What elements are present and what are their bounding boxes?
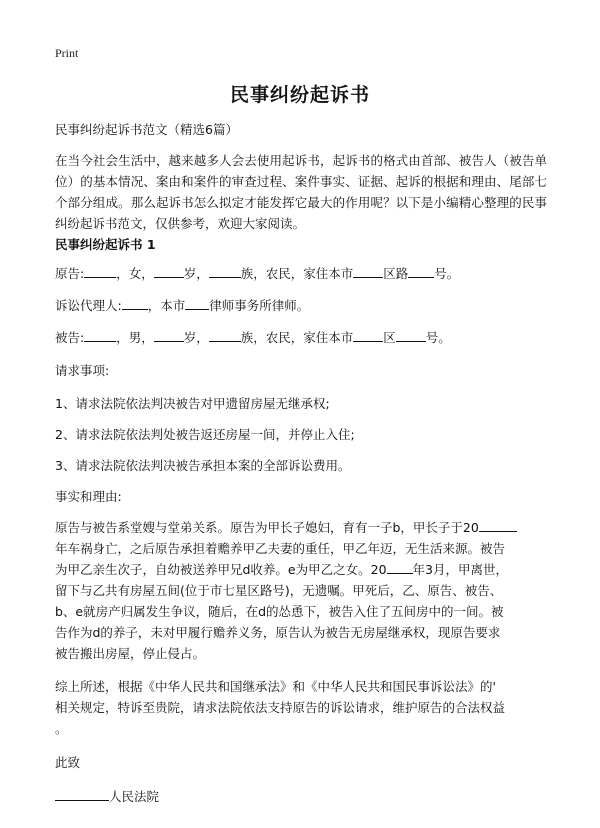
facts-line: [55, 517, 545, 538]
facts-line: b、e就房产归属发生争议，随后，在d的怂恿下，被告入住了五间房中的一间。被: [55, 604, 504, 619]
defendant-line: [55, 327, 545, 348]
defendant-number-suffix: 号。: [425, 330, 451, 345]
blank: [387, 559, 413, 574]
closing-salutation: 此致: [55, 755, 81, 770]
claim-item: 1、请求法院依法判决被告对甲遗留房屋无继承权;: [55, 396, 330, 411]
blank: [122, 295, 148, 310]
blank: [209, 327, 241, 342]
defendant-district-suffix: 区: [383, 330, 396, 345]
plaintiff-age-suffix: 岁，: [183, 266, 209, 281]
defendant-gender: ，男，: [116, 330, 154, 345]
plaintiff-district-suffix: 区路: [383, 266, 409, 281]
plaintiff-ethnic-suffix: 族，农民，家住本市: [240, 266, 354, 281]
blank: [353, 327, 383, 342]
plaintiff-label: 原告:: [55, 266, 85, 281]
blank: [84, 327, 116, 342]
defendant-age-suffix: 岁，: [183, 330, 209, 345]
section-heading: 民事纠纷起诉书 1: [55, 237, 156, 252]
agent-city: ，本市: [147, 298, 186, 313]
blank: [154, 327, 184, 342]
print-link[interactable]: Print: [55, 46, 79, 60]
blank: [154, 263, 184, 278]
facts-line-text: 年3月，甲离世，: [412, 562, 509, 577]
intro-paragraph: 在当今社会生活中，越来越多人会去使用起诉书，起诉书的格式由首部、被告人（被告单位）的基本情况、案由和案件的审查过程、案件事实、证据、起诉的根据和理由、尾部七个部分组成。那么起诉书怎么拟定才能发挥它最大的作用呢？以下是小编精心整理的民事纠纷起诉书范文，仅供参考，欢迎大家阅读。: [55, 153, 547, 231]
facts-line: 留下与乙共有房屋五间(位于市七星区路号)，无遗嘱。甲死后，乙、原告、被告、: [55, 583, 503, 598]
document-subtitle: 民事纠纷起诉书范文（精选6篇）: [55, 122, 238, 137]
facts-line: 被告搬出房屋，停止侵占。: [55, 646, 206, 661]
claims-heading: 请求事项:: [55, 363, 110, 378]
facts-heading: 事实和理由:: [55, 489, 122, 504]
document-title: 民事纠纷起诉书: [229, 84, 370, 106]
blank: [353, 263, 383, 278]
blank: [396, 327, 426, 342]
blank: [185, 295, 209, 310]
plaintiff-number-suffix: 号。: [434, 266, 460, 281]
conclusion-line: 。: [55, 721, 68, 736]
facts-line: 年车祸身亡，之后原告承担着赡养甲乙夫妻的重任，甲乙年迈，无生活来源。被告: [55, 541, 506, 556]
claim-item: 2、请求法院依法判处被告返还房屋一间，并停止入住;: [55, 427, 355, 442]
blank: [479, 517, 517, 532]
facts-line: 告作为d的养子，未对甲履行赡养义务，原告认为被告无房屋继承权，现原告要求: [55, 625, 501, 640]
agent-line: [55, 295, 545, 316]
agent-label: 诉讼代理人:: [55, 298, 122, 313]
agent-suffix: 律师事务所律师。: [209, 298, 310, 313]
court-suffix: 人民法院: [109, 789, 160, 804]
facts-line-text: 原告与被告系堂嫂与堂弟关系。原告为甲长子媳妇，育有一子b，甲长子于20: [55, 520, 479, 535]
plaintiff-gender: ，女，: [116, 266, 154, 281]
conclusion-line: 综上所述，根据《中华人民共和国继承法》和《中华人民共和国民事诉讼法》的': [55, 679, 496, 694]
blank: [209, 263, 241, 278]
plaintiff-line: [55, 263, 545, 284]
defendant-ethnic-suffix: 族，农民，家住本市: [240, 330, 354, 345]
blank: [408, 263, 434, 278]
defendant-label: 被告:: [55, 330, 85, 345]
facts-line: [55, 559, 545, 580]
claim-item: 3、请求法院依法判决被告承担本案的全部诉讼费用。: [55, 458, 351, 473]
blank: [84, 263, 116, 278]
facts-line-text: 为甲乙亲生次子，自幼被送养甲兄d收养。e为甲乙之女。20: [55, 562, 387, 577]
court-line: [55, 786, 545, 807]
blank: [55, 786, 109, 801]
conclusion-line: 相关规定，特诉至贵院，请求法院依法支持原告的诉讼请求，维护原告的合法权益: [55, 700, 506, 715]
